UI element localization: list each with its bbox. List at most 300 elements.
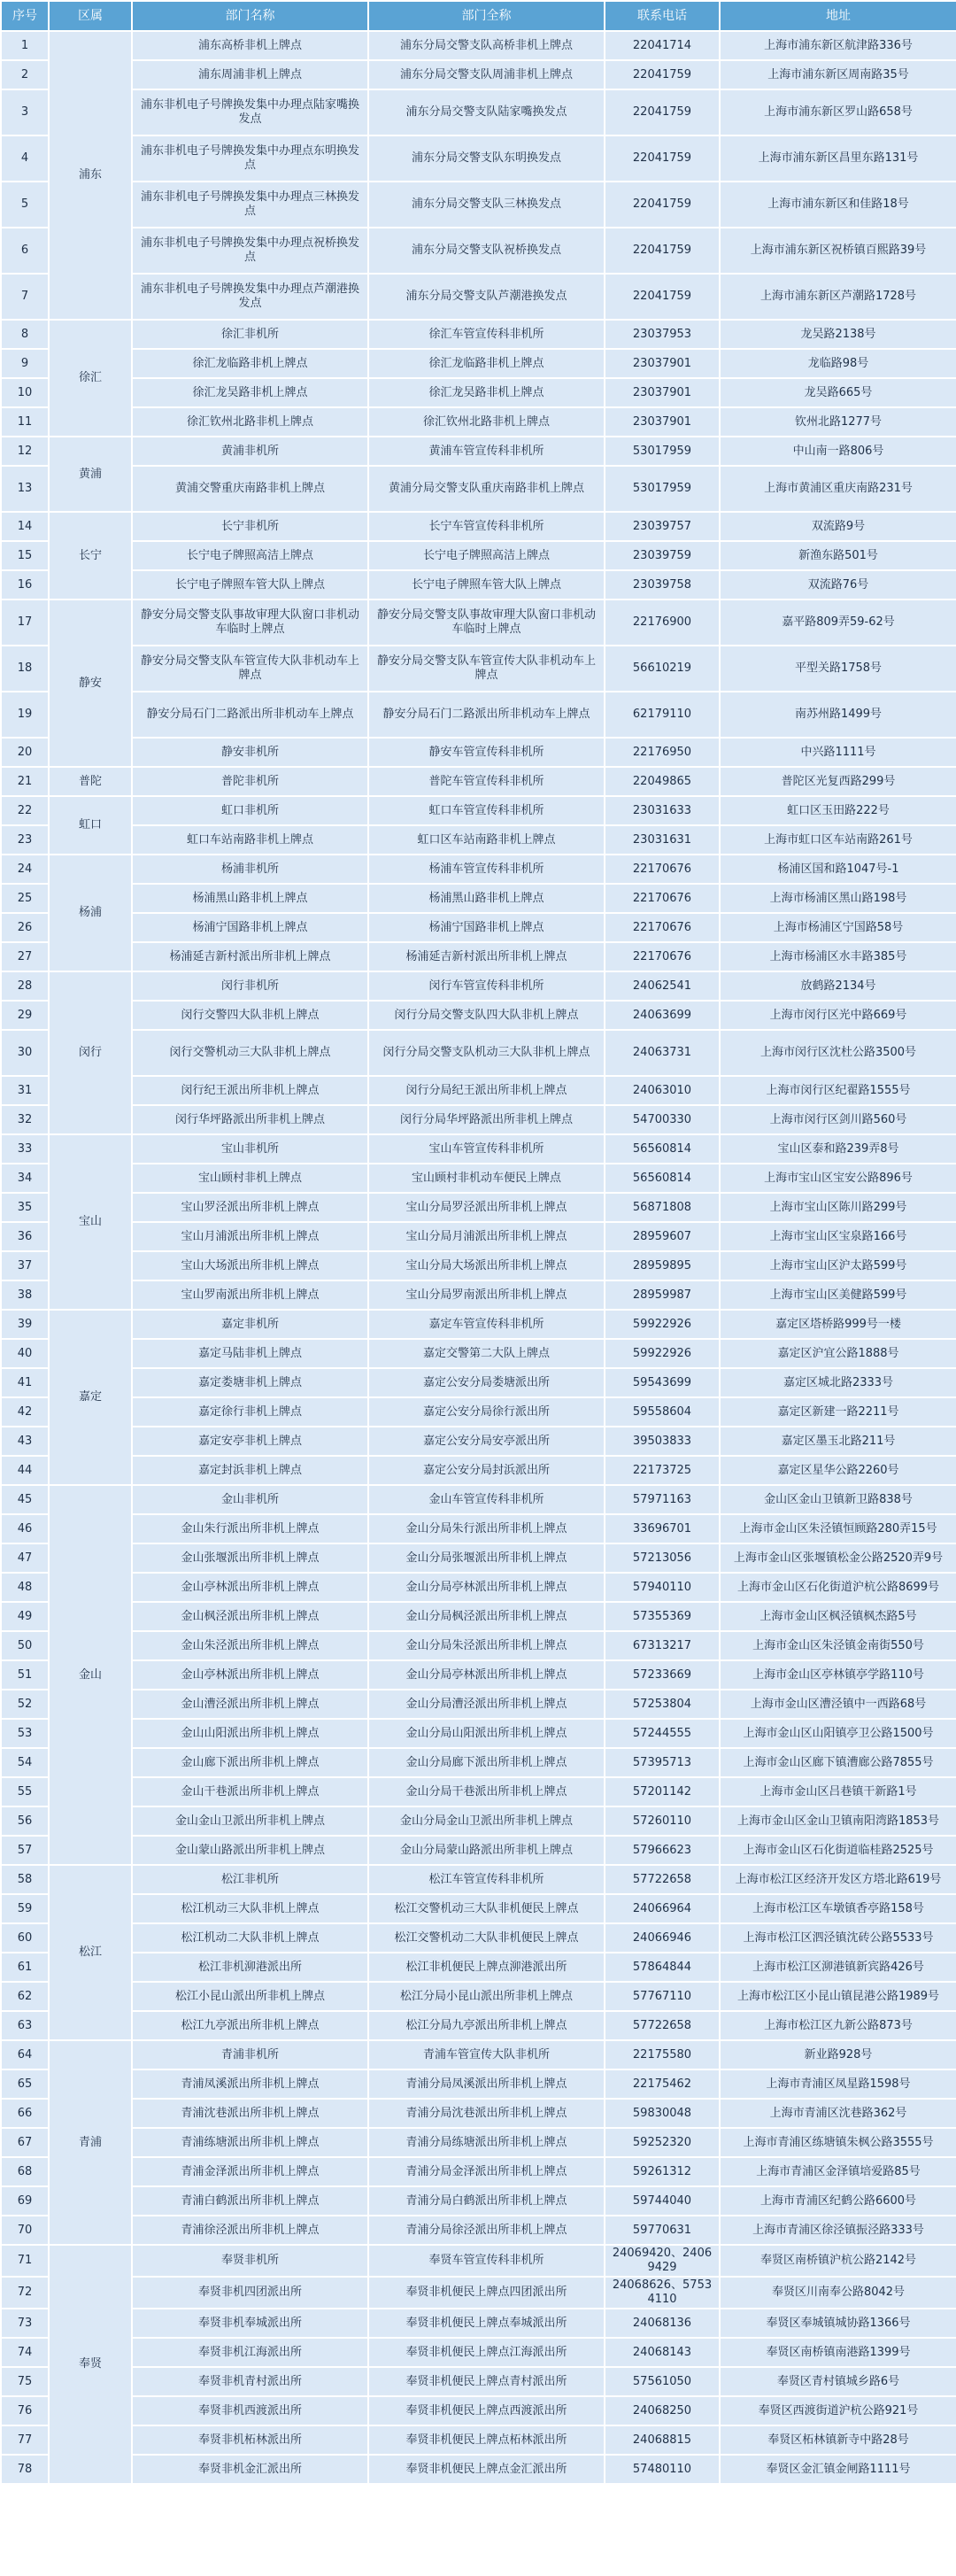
row-phone: 57940110	[605, 1573, 720, 1602]
row-dept-name: 奉贤非机金汇派出所	[132, 2455, 368, 2484]
row-address: 上海市宝山区宝安公路896号	[720, 1164, 956, 1193]
row-dept-name: 金山朱行派出所非机上牌点	[132, 1514, 368, 1543]
row-address: 龙吴路2138号	[720, 320, 956, 349]
table-row	[1, 2277, 956, 2309]
row-dept-name: 静安分局交警支队事故审理大队窗口非机动车临时上牌点	[132, 600, 368, 646]
row-dept-fullname: 杨浦黑山路非机上牌点	[368, 884, 605, 913]
row-address: 上海市松江区九新公路873号	[720, 2011, 956, 2040]
row-address: 上海市杨浦区水丰路385号	[720, 942, 956, 971]
row-phone: 24068815	[605, 2425, 720, 2455]
row-dept-name: 松江小昆山派出所非机上牌点	[132, 1982, 368, 2011]
row-dept-fullname: 奉贤非机便民上牌点青村派出所	[368, 2367, 605, 2396]
row-address: 中兴路1111号	[720, 738, 956, 767]
row-no: 17	[1, 600, 49, 646]
row-no: 42	[1, 1397, 49, 1427]
row-address: 上海市松江区泖港镇新宾路426号	[720, 1953, 956, 1982]
row-address: 嘉定区城北路2333号	[720, 1368, 956, 1397]
row-no: 64	[1, 2040, 49, 2069]
table-row	[1, 1865, 956, 1894]
row-dept-fullname: 静安车管宣传科非机所	[368, 738, 605, 767]
row-phone: 57722658	[605, 2011, 720, 2040]
row-dept-name: 宝山非机所	[132, 1134, 368, 1164]
row-phone: 57966623	[605, 1836, 720, 1865]
row-district: 闵行	[49, 971, 132, 1134]
row-no: 22	[1, 796, 49, 825]
table-row	[1, 1573, 956, 1602]
row-dept-name: 嘉定封浜非机上牌点	[132, 1456, 368, 1485]
row-dept-fullname: 青浦分局沈巷派出所非机上牌点	[368, 2099, 605, 2128]
row-address: 上海市金山区漕泾镇中一西路68号	[720, 1690, 956, 1719]
table-row	[1, 1982, 956, 2011]
row-phone: 22175462	[605, 2069, 720, 2099]
row-dept-fullname: 奉贤车管宣传科非机所	[368, 2245, 605, 2277]
row-no: 15	[1, 541, 49, 570]
row-phone: 22175580	[605, 2040, 720, 2069]
row-no: 65	[1, 2069, 49, 2099]
table-row	[1, 320, 956, 349]
table-row	[1, 825, 956, 855]
row-phone: 23039757	[605, 512, 720, 541]
row-phone: 59830048	[605, 2099, 720, 2128]
row-address: 奉贤区柘林镇新寺中路28号	[720, 2425, 956, 2455]
row-no: 51	[1, 1660, 49, 1690]
row-dept-name: 金山山阳派出所非机上牌点	[132, 1719, 368, 1748]
row-phone: 57722658	[605, 1865, 720, 1894]
row-district: 长宁	[49, 512, 132, 600]
table-row	[1, 1485, 956, 1514]
table-row	[1, 1894, 956, 1923]
row-no: 56	[1, 1806, 49, 1836]
row-dept-fullname: 青浦分局练塘派出所非机上牌点	[368, 2128, 605, 2157]
row-no: 61	[1, 1953, 49, 1982]
row-address: 上海市青浦区纪鹤公路6600号	[720, 2186, 956, 2216]
row-dept-name: 松江非机所	[132, 1865, 368, 1894]
row-no: 7	[1, 274, 49, 320]
row-no: 31	[1, 1076, 49, 1105]
row-no: 50	[1, 1631, 49, 1660]
row-no: 59	[1, 1894, 49, 1923]
row-dept-name: 浦东非机电子号牌换发集中办理点三林换发点	[132, 182, 368, 228]
row-address: 嘉定区沪宜公路1888号	[720, 1339, 956, 1368]
row-phone: 23037901	[605, 407, 720, 437]
row-dept-fullname: 徐汇龙临路非机上牌点	[368, 349, 605, 378]
row-address: 上海市浦东新区昌里东路131号	[720, 135, 956, 182]
row-address: 普陀区光复西路299号	[720, 767, 956, 796]
row-no: 36	[1, 1222, 49, 1251]
row-no: 6	[1, 228, 49, 274]
row-phone: 28959607	[605, 1222, 720, 1251]
table-row	[1, 89, 956, 135]
row-address: 奉贤区南桥镇南港路1399号	[720, 2338, 956, 2367]
row-dept-name: 黄浦非机所	[132, 437, 368, 466]
row-no: 4	[1, 135, 49, 182]
row-address: 上海市金山区朱泾镇恒顾路280弄15号	[720, 1514, 956, 1543]
row-phone: 28959987	[605, 1280, 720, 1310]
row-phone: 22173725	[605, 1456, 720, 1485]
row-no: 34	[1, 1164, 49, 1193]
row-phone: 22170676	[605, 913, 720, 942]
row-no: 40	[1, 1339, 49, 1368]
row-district: 金山	[49, 1485, 132, 1865]
table-row	[1, 2245, 956, 2277]
row-address: 上海市松江区小昆山镇昆港公路1989号	[720, 1982, 956, 2011]
row-dept-fullname: 长宁电子牌照车管大队上牌点	[368, 570, 605, 600]
row-dept-name: 金山漕泾派出所非机上牌点	[132, 1690, 368, 1719]
row-phone: 53017959	[605, 466, 720, 512]
row-dept-fullname: 松江车管宣传科非机所	[368, 1865, 605, 1894]
row-dept-name: 金山金山卫派出所非机上牌点	[132, 1806, 368, 1836]
row-dept-fullname: 金山分局山阳派出所非机上牌点	[368, 1719, 605, 1748]
row-phone: 57971163	[605, 1485, 720, 1514]
row-dept-name: 金山蒙山路派出所非机上牌点	[132, 1836, 368, 1865]
row-address: 上海市宝山区宝泉路166号	[720, 1222, 956, 1251]
row-phone: 23031633	[605, 796, 720, 825]
row-dept-name: 金山非机所	[132, 1485, 368, 1514]
row-dept-name: 松江非机泖港派出所	[132, 1953, 368, 1982]
row-dept-name: 奉贤非机江海派出所	[132, 2338, 368, 2367]
table-row	[1, 135, 956, 182]
row-dept-fullname: 金山分局朱行派出所非机上牌点	[368, 1514, 605, 1543]
row-address: 嘉定区墨玉北路211号	[720, 1427, 956, 1456]
row-dept-fullname: 浦东分局交警支队周浦非机上牌点	[368, 60, 605, 89]
table-row	[1, 512, 956, 541]
header-phone: 联系电话	[605, 1, 720, 31]
row-no: 41	[1, 1368, 49, 1397]
table-row	[1, 182, 956, 228]
row-no: 30	[1, 1030, 49, 1076]
row-dept-fullname: 松江交警机动三大队非机便民上牌点	[368, 1894, 605, 1923]
row-dept-fullname: 闵行分局纪王派出所非机上牌点	[368, 1076, 605, 1105]
row-dept-name: 青浦非机所	[132, 2040, 368, 2069]
row-address: 嘉定区塔桥路999号一楼	[720, 1310, 956, 1339]
table-row	[1, 884, 956, 913]
row-no: 29	[1, 1001, 49, 1030]
row-address: 上海市青浦区金泽镇培爱路85号	[720, 2157, 956, 2186]
row-phone: 24066964	[605, 1894, 720, 1923]
header-district: 区属	[49, 1, 132, 31]
row-phone: 57201142	[605, 1777, 720, 1806]
row-dept-fullname: 奉贤非机便民上牌点江海派出所	[368, 2338, 605, 2367]
table-row	[1, 31, 956, 60]
row-address: 上海市闵行区光中路669号	[720, 1001, 956, 1030]
row-dept-name: 宝山罗南派出所非机上牌点	[132, 1280, 368, 1310]
row-dept-name: 徐汇非机所	[132, 320, 368, 349]
row-phone: 28959895	[605, 1251, 720, 1280]
table-row	[1, 1631, 956, 1660]
row-phone: 24066946	[605, 1923, 720, 1953]
row-phone: 57561050	[605, 2367, 720, 2396]
row-phone: 59922926	[605, 1339, 720, 1368]
table-row	[1, 2011, 956, 2040]
row-phone: 22176900	[605, 600, 720, 646]
row-address: 龙吴路665号	[720, 378, 956, 407]
row-phone: 56560814	[605, 1164, 720, 1193]
row-phone: 23037901	[605, 378, 720, 407]
row-phone: 59770631	[605, 2216, 720, 2245]
row-dept-fullname: 青浦分局徐泾派出所非机上牌点	[368, 2216, 605, 2245]
row-district: 嘉定	[49, 1310, 132, 1485]
row-dept-name: 青浦练塘派出所非机上牌点	[132, 2128, 368, 2157]
row-address: 上海市浦东新区芦潮路1728号	[720, 274, 956, 320]
row-district: 虹口	[49, 796, 132, 855]
row-phone: 24068143	[605, 2338, 720, 2367]
table-row	[1, 60, 956, 89]
table-row	[1, 855, 956, 884]
table-row	[1, 407, 956, 437]
table-row	[1, 1719, 956, 1748]
row-address: 上海市金山区张堰镇松金公路2520弄9号	[720, 1543, 956, 1573]
row-dept-fullname: 嘉定公安分局安亭派出所	[368, 1427, 605, 1456]
row-dept-fullname: 宝山分局大场派出所非机上牌点	[368, 1251, 605, 1280]
row-dept-fullname: 金山分局枫泾派出所非机上牌点	[368, 1602, 605, 1631]
row-phone: 23031631	[605, 825, 720, 855]
row-district: 松江	[49, 1865, 132, 2040]
row-phone: 59261312	[605, 2157, 720, 2186]
row-district: 徐汇	[49, 320, 132, 437]
row-no: 46	[1, 1514, 49, 1543]
row-address: 上海市宝山区沪太路599号	[720, 1251, 956, 1280]
row-phone: 22041759	[605, 182, 720, 228]
row-phone: 57260110	[605, 1806, 720, 1836]
header-dept-fullname: 部门全称	[368, 1, 605, 31]
row-address: 上海市闵行区沈杜公路3500号	[720, 1030, 956, 1076]
row-dept-fullname: 金山分局廊下派出所非机上牌点	[368, 1748, 605, 1777]
table-row	[1, 692, 956, 738]
row-dept-fullname: 奉贤非机便民上牌点奉城派出所	[368, 2309, 605, 2338]
row-address: 上海市虹口区车站南路261号	[720, 825, 956, 855]
row-dept-fullname: 浦东分局交警支队陆家嘴换发点	[368, 89, 605, 135]
row-phone: 23039758	[605, 570, 720, 600]
table-row	[1, 2216, 956, 2245]
row-dept-fullname: 闵行车管宣传科非机所	[368, 971, 605, 1001]
row-no: 37	[1, 1251, 49, 1280]
table-row	[1, 570, 956, 600]
row-dept-fullname: 虹口区车站南路非机上牌点	[368, 825, 605, 855]
row-dept-name: 浦东非机电子号牌换发集中办理点芦潮港换发点	[132, 274, 368, 320]
row-dept-name: 金山廊下派出所非机上牌点	[132, 1748, 368, 1777]
row-dept-fullname: 嘉定车管宣传科非机所	[368, 1310, 605, 1339]
row-dept-fullname: 嘉定交警第二大队上牌点	[368, 1339, 605, 1368]
row-address: 上海市黄浦区重庆南路231号	[720, 466, 956, 512]
row-dept-name: 浦东非机电子号牌换发集中办理点祝桥换发点	[132, 228, 368, 274]
table-row	[1, 1134, 956, 1164]
row-dept-fullname: 浦东分局交警支队三林换发点	[368, 182, 605, 228]
row-no: 20	[1, 738, 49, 767]
row-no: 5	[1, 182, 49, 228]
row-dept-name: 长宁非机所	[132, 512, 368, 541]
row-phone: 22041759	[605, 60, 720, 89]
row-phone: 24063010	[605, 1076, 720, 1105]
row-address: 上海市宝山区美健路599号	[720, 1280, 956, 1310]
row-dept-name: 浦东周浦非机上牌点	[132, 60, 368, 89]
row-address: 奉贤区青村镇城乡路6号	[720, 2367, 956, 2396]
row-dept-fullname: 金山分局蒙山路派出所非机上牌点	[368, 1836, 605, 1865]
table-row	[1, 2099, 956, 2128]
row-dept-fullname: 静安分局交警支队事故审理大队窗口非机动车临时上牌点	[368, 600, 605, 646]
row-dept-fullname: 嘉定公安分局徐行派出所	[368, 1397, 605, 1427]
row-dept-name: 闵行交警四大队非机上牌点	[132, 1001, 368, 1030]
row-dept-fullname: 金山车管宣传科非机所	[368, 1485, 605, 1514]
row-dept-fullname: 宝山分局罗南派出所非机上牌点	[368, 1280, 605, 1310]
row-dept-name: 浦东非机电子号牌换发集中办理点东明换发点	[132, 135, 368, 182]
row-phone: 62179110	[605, 692, 720, 738]
table-row	[1, 2040, 956, 2069]
row-no: 63	[1, 2011, 49, 2040]
row-dept-fullname: 嘉定公安分局封浜派出所	[368, 1456, 605, 1485]
table-row	[1, 1836, 956, 1865]
row-phone: 54700330	[605, 1105, 720, 1134]
row-phone: 22176950	[605, 738, 720, 767]
row-address: 双流路76号	[720, 570, 956, 600]
row-dept-name: 闵行华坪路派出所非机上牌点	[132, 1105, 368, 1134]
table-row	[1, 2157, 956, 2186]
table-row	[1, 349, 956, 378]
row-address: 嘉定区星华公路2260号	[720, 1456, 956, 1485]
table-row	[1, 1368, 956, 1397]
row-phone: 59922926	[605, 1310, 720, 1339]
row-no: 26	[1, 913, 49, 942]
table-row	[1, 437, 956, 466]
row-no: 24	[1, 855, 49, 884]
row-address: 中山南一路806号	[720, 437, 956, 466]
row-no: 71	[1, 2245, 49, 2277]
row-address: 杨浦区国和路1047号-1	[720, 855, 956, 884]
row-no: 16	[1, 570, 49, 600]
row-phone: 23037901	[605, 349, 720, 378]
row-address: 平型关路1758号	[720, 646, 956, 692]
row-phone: 57480110	[605, 2455, 720, 2484]
row-dept-fullname: 杨浦车管宣传科非机所	[368, 855, 605, 884]
row-no: 9	[1, 349, 49, 378]
row-no: 1	[1, 31, 49, 60]
table-row	[1, 1427, 956, 1456]
row-dept-fullname: 嘉定公安分局娄塘派出所	[368, 1368, 605, 1397]
row-no: 27	[1, 942, 49, 971]
row-dept-name: 闵行纪王派出所非机上牌点	[132, 1076, 368, 1105]
row-no: 14	[1, 512, 49, 541]
table-row	[1, 2309, 956, 2338]
row-dept-name: 松江机动二大队非机上牌点	[132, 1923, 368, 1953]
row-no: 74	[1, 2338, 49, 2367]
row-dept-name: 长宁电子牌照高洁上牌点	[132, 541, 368, 570]
table-row	[1, 1923, 956, 1953]
row-no: 2	[1, 60, 49, 89]
row-address: 上海市金山区石化街道沪杭公路8699号	[720, 1573, 956, 1602]
row-phone: 57253804	[605, 1690, 720, 1719]
row-dept-name: 嘉定非机所	[132, 1310, 368, 1339]
row-district: 普陀	[49, 767, 132, 796]
row-district: 奉贤	[49, 2245, 132, 2484]
table-row	[1, 1280, 956, 1310]
row-phone: 24062541	[605, 971, 720, 1001]
row-dept-fullname: 金山分局干巷派出所非机上牌点	[368, 1777, 605, 1806]
row-no: 11	[1, 407, 49, 437]
row-dept-fullname: 杨浦延吉新村派出所非机上牌点	[368, 942, 605, 971]
row-district: 浦东	[49, 31, 132, 320]
row-phone: 24068250	[605, 2396, 720, 2425]
row-address: 新渔东路501号	[720, 541, 956, 570]
row-dept-name: 奉贤非机四团派出所	[132, 2277, 368, 2309]
row-address: 上海市金山区石化街道临桂路2525号	[720, 1836, 956, 1865]
table-row	[1, 2069, 956, 2099]
row-phone: 24063731	[605, 1030, 720, 1076]
row-dept-name: 奉贤非机奉城派出所	[132, 2309, 368, 2338]
table-row	[1, 274, 956, 320]
table-row	[1, 971, 956, 1001]
row-no: 38	[1, 1280, 49, 1310]
row-dept-fullname: 宝山顾村非机动车便民上牌点	[368, 1164, 605, 1193]
row-address: 上海市金山区亭林镇亭学路110号	[720, 1660, 956, 1690]
row-dept-name: 宝山大场派出所非机上牌点	[132, 1251, 368, 1280]
row-phone: 24068626、57534110	[605, 2277, 720, 2309]
row-address: 上海市宝山区陈川路299号	[720, 1193, 956, 1222]
table-row	[1, 1602, 956, 1631]
row-dept-name: 徐汇龙吴路非机上牌点	[132, 378, 368, 407]
row-address: 上海市青浦区沈巷路362号	[720, 2099, 956, 2128]
row-no: 33	[1, 1134, 49, 1164]
row-phone: 22049865	[605, 767, 720, 796]
row-phone: 23037953	[605, 320, 720, 349]
row-dept-name: 普陀非机所	[132, 767, 368, 796]
row-dept-name: 金山张堰派出所非机上牌点	[132, 1543, 368, 1573]
row-no: 48	[1, 1573, 49, 1602]
row-address: 嘉平路809弄59-62号	[720, 600, 956, 646]
row-dept-fullname: 静安分局交警支队车管宣传大队非机动车上牌点	[368, 646, 605, 692]
table-row	[1, 2338, 956, 2367]
row-dept-name: 浦东非机电子号牌换发集中办理点陆家嘴换发点	[132, 89, 368, 135]
row-address: 嘉定区新建一路2211号	[720, 1397, 956, 1427]
row-phone: 67313217	[605, 1631, 720, 1660]
row-dept-fullname: 闵行分局交警支队四大队非机上牌点	[368, 1001, 605, 1030]
row-district: 宝山	[49, 1134, 132, 1310]
row-dept-fullname: 青浦分局金泽派出所非机上牌点	[368, 2157, 605, 2186]
row-address: 上海市青浦区凤星路1598号	[720, 2069, 956, 2099]
row-district: 黄浦	[49, 437, 132, 512]
row-no: 32	[1, 1105, 49, 1134]
row-no: 19	[1, 692, 49, 738]
row-phone: 57767110	[605, 1982, 720, 2011]
row-no: 10	[1, 378, 49, 407]
table-body	[1, 31, 956, 2484]
table-row	[1, 1456, 956, 1485]
row-address: 奉贤区金汇镇金闸路1111号	[720, 2455, 956, 2484]
row-no: 49	[1, 1602, 49, 1631]
row-dept-name: 闵行非机所	[132, 971, 368, 1001]
row-address: 上海市松江区经济开发区方塔北路619号	[720, 1865, 956, 1894]
table-row	[1, 2367, 956, 2396]
row-dept-fullname: 浦东分局交警支队高桥非机上牌点	[368, 31, 605, 60]
row-phone: 39503833	[605, 1427, 720, 1456]
row-phone: 22170676	[605, 855, 720, 884]
row-no: 23	[1, 825, 49, 855]
row-dept-fullname: 松江分局小昆山派出所非机上牌点	[368, 1982, 605, 2011]
row-no: 55	[1, 1777, 49, 1806]
row-dept-fullname: 宝山车管宣传科非机所	[368, 1134, 605, 1164]
row-no: 54	[1, 1748, 49, 1777]
table-row	[1, 913, 956, 942]
row-dept-name: 嘉定徐行非机上牌点	[132, 1397, 368, 1427]
row-address: 放鹤路2134号	[720, 971, 956, 1001]
row-address: 上海市杨浦区黑山路198号	[720, 884, 956, 913]
table-row	[1, 1164, 956, 1193]
row-no: 78	[1, 2455, 49, 2484]
row-dept-name: 宝山顾村非机上牌点	[132, 1164, 368, 1193]
row-no: 39	[1, 1310, 49, 1339]
row-phone: 57864844	[605, 1953, 720, 1982]
row-phone: 24063699	[605, 1001, 720, 1030]
row-address: 奉贤区西渡街道沪杭公路921号	[720, 2396, 956, 2425]
row-no: 52	[1, 1690, 49, 1719]
